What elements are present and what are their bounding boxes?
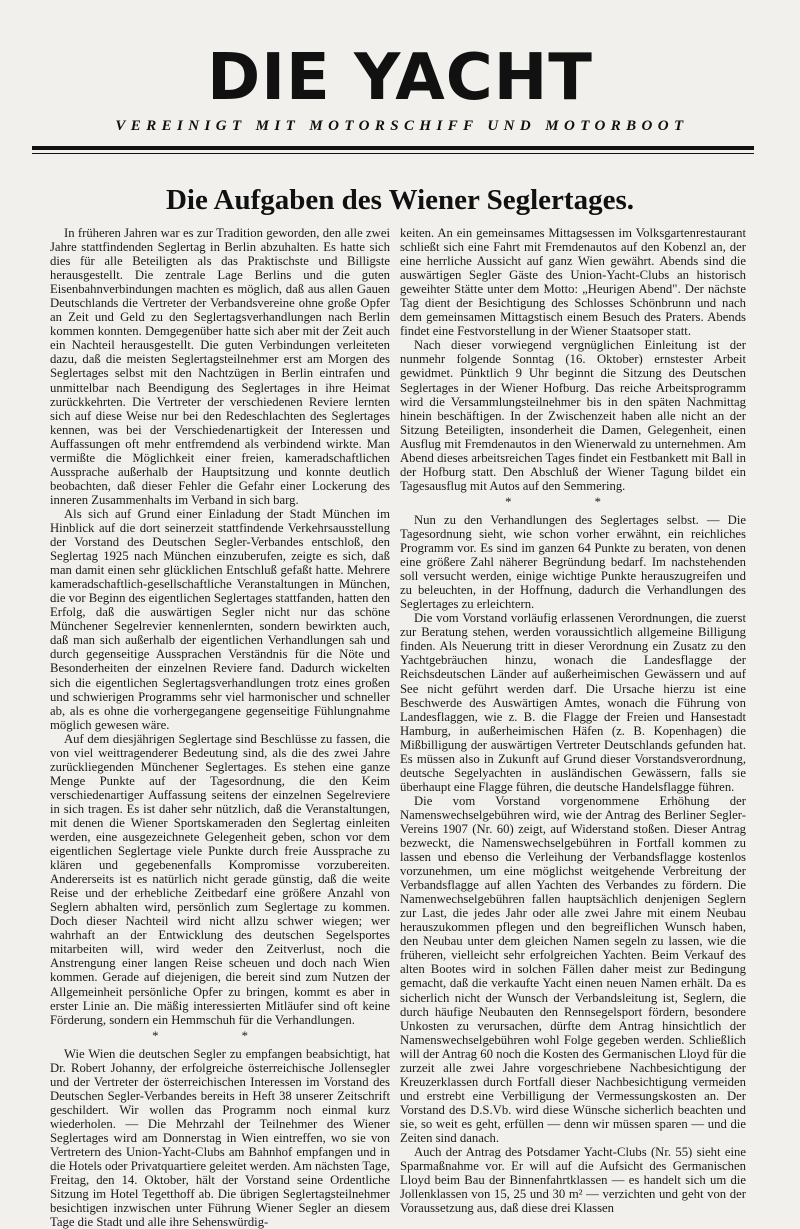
masthead-subtitle: VEREINIGT MIT MOTORSCHIFF UND MOTORBOOT — [115, 118, 689, 134]
paragraph: Auch der Antrag des Potsdamer Yacht-Clubs (Nr. 55) sieht eine Sparmaßnahme vor. Er will auf die Aufsicht des Germanischen Lloyd beim Bau der Binnenfahrtklassen — es handelt sich um die Jollenklassen von 15, 25 und 30 m² — verzichten und geht von der Voraussetzung aus, daß diese drei Klassen — [400, 1145, 746, 1216]
masthead-rule-thin — [32, 153, 754, 154]
paragraph: Als sich auf Grund einer Einladung der Stadt München im Hinblick auf die dort seinerzeit stattfindende Verkehrsausstellung der Vorstand des Deutschen Segler-Verbandes entschloß, den Seglertag 1925 nach München einzuberufen, zeigte es sich, daß man damit einen sehr glücklichen Entschluß gefaßt hatte. Mehrere kameradschaftlich-gesellschaftliche Veranstaltungen in München, die vor Beginn des eigentlichen Seglertages stattfanden, hatten den Erfolg, daß die auswärtigen Segler nicht nur das schöne Münchener Segelrevier kennenlernten, sondern bewirkten auch, daß man sich außerhalb der eigentlichen Verhandlungen sah und durch gegenseitige Aussprachen Verständnis für die Nöte und Besonderheiten der einzelnen Reviere fand. Dadurch wickelten sich die eigentlichen Seglertagsverhandlungen trotz eines großen und schwierigen Programms sehr viel harmonischer und schneller ab, als es ohne die vorhergegangene gegenseitige Fühlungnahme möglich gewesen wäre. — [50, 506, 390, 732]
left-column — [50, 226, 390, 1229]
paragraph: Die vom Vorstand vorgenommene Erhöhung der Namenswechselgebühren wird, wie der Antrag des Berliner Segler-Vereins 1907 (Nr. 60) zeigt, auf Widerstand stoßen. Dieser Antrag bezweckt, die Namenswechselgebühren in Fortfall kommen zu lassen und ebenso die Verleihung der Verbandsflagge kostenlos vorzunehmen, um eine möglichst weitgehende Verbreitung der Verbandsflagge auf allen Yachten des Verbandes zu fördern. Die Namenwechselgebühren fallen hauptsächlich denjenigen Seglern zur Last, die jedes Jahr oder alle zwei Jahre mit einem Neubau herauszukommen pflegen und den begreiflichen Wunsch haben, den Neubau unter dem gleichen Namen segeln zu lassen, wie die früheren, vielleicht sehr erfolgreichen Yachten. Beim Verkauf des alten Bootes wird in solchen Fällen daher meist zur Bedingung gemacht, daß die verkaufte Yacht einen neuen Namen erhält. Da es sicherlich nicht der Wunsch der Verbandsleitung ist, Seglern, die durch häufige Neubauten den Rennsegelsport fördern, besondere Unkosten zu verursachen, dürfte dem Antrag hinsichtlich der Namenswechselgebühren wohl Folge gegeben werden. Schließlich will der Antrag 60 noch die Kosten des Germanischen Lloyd für die zurzeit alle zwei Jahre vorgeschriebene Nachbesichtigung der Kreuzerklassen durch Fortfall dieser Nachbesichtigung vermeiden und erstrebt eine Verbilligung der Vermessungskosten an. Der Vorstand des D.S.Vb. wird diese Wünsche sicherlich beachten und sie, so weit es geht, erfüllen — denn wir müssen sparen — und die Zeiten sind danach. — [400, 793, 746, 1145]
paragraph: In früheren Jahren war es zur Tradition geworden, den alle zwei Jahre stattfindenden Seglertag in Berlin abzuhalten. Es hatte sich dies für alle Beteiligten als das Praktischste und Billigste herausgestellt. Die zentrale Lage Berlins und die guten Eisenbahnverbindungen machten es möglich, daß aus allen Gauen Deutschlands die Vertreter der Verbandsvereine ohne große Opfer an Zeit und Geld zu den Seglertagsverhandlungen nach Berlin kommen konnten. Demgegenüber hatte sich aber mit der Zeit auch ein Nachteil herausgestellt. Die guten Verbindungen verleiteten dazu, daß die meisten Seglertagsteilnehmer erst am Morgen des Seglertages selbst mit den Nachtzügen in Berlin eintrafen und unmittelbar nach Beendigung des Seglertages in ihre Heimat zurückkehrten. Die Vertreter der verschiedenen Reviere lernten sich auf diese Weise nur bei den Redeschlachten des Seglertages kennen, was bei der Verschiedenartigkeit der Interessen und Auffassungen oft mehr entfremdend als verbindend wirkte. Man vermißte die Möglichkeit einer freien, kameradschaftlichen Aussprache außerhalb der Hauptsitzung und konnte deutlich beobachten, daß dieser Fehler die Gefahr einer Lockerung des inneren Zusammenhalts im Verband in sich barg. — [50, 226, 390, 507]
paragraph: Wie Wien die deutschen Segler zu empfangen beabsichtigt, hat Dr. Robert Johanny, der erfolgreiche österreichische Jollensegler und der Vertreter der österreichischen Interessen im Vorstand des Deutschen Segler-Verbandes bereits in Heft 38 unserer Zeitschrift geschildert. Wir wollen das Programm noch einmal kurz wiederholen. — Die Mehrzahl der Teilnehmer des Wiener Seglertages wird am Donnerstag in Wien eintreffen, wo sie von Vertretern des Union-Yacht-Clubs am Bahnhof empfangen und in die Hotels oder Privatquartiere geleitet werden. Am nächsten Tage, Freitag, den 14. Oktober, hält der Vorstand seine Ordentliche Sitzung im Hotel Tegetthoff ab. Die übrigen Seglertagsteilnehmer besichtigen inzwischen unter Führung Wiener Segler an diesem Tage die Stadt und alle ihre Sehenswürdig- — [50, 1046, 390, 1229]
masthead-rule-thick — [32, 146, 754, 150]
paragraph: Nach dieser vorwiegend vergnüglichen Einleitung ist der nunmehr folgende Sonntag (16. Oktober) ernstester Arbeit gewidmet. Pünktlich 9 Uhr beginnt die Sitzung des Deutschen Seglertages in der Wiener Hofburg. Das reiche Arbeitsprogramm wird die Versammlungsteilnehmer bis in den späten Nachmittag hinein beschäftigen. In der Zwischenzeit haben alle nicht an der Sitzung Beteiligten, insonderheit die Damen, Gelegenheit, einen Ausflug mit Fremdenautos in den Wienerwald zu unternehmen. Am Abend dieses arbeitsreichen Tages findet ein Festbankett mit Ball in der Hofburg statt. Den Abschluß der Wiener Tagung bildet ein Tagesausflug mit Autos auf den Semmering. — [400, 338, 746, 493]
paragraph: keiten. An ein gemeinsames Mittagsessen im Volksgartenrestaurant schließt sich eine Fahrt mit Fremdenautos auf den Kobenzl an, der eine herrliche Aussicht auf ganz Wien gewährt. Abends sind die auswärtigen Segler Gäste des Union-Yacht-Clubs an historisch geweihter Stätte unter dem Motto: „Heurigen Abend". Der nächste Tag dient der Besichtigung des Schlosses Schönbrunn und nach dem gemeinsamen Mittagstisch einem Besuch des Praters. Abends findet eine Festvorstellung in der Wiener Staatsoper statt. — [400, 226, 746, 339]
section-separator: * * — [505, 494, 641, 509]
right-column — [400, 226, 746, 1216]
section-separator: * * — [152, 1028, 288, 1043]
paragraph: Nun zu den Verhandlungen des Seglertages selbst. — Die Tagesordnung sieht, wie schon vorher erwähnt, ein reichliches Programm vor. Es sind im ganzen 64 Punkte zu beraten, von denen eine größere Zahl näherer Begründung bedarf. Im nachstehenden soll versucht werden, einige wichtige Punkte herauszugreifen und zu beleuchten, in der Hoffnung, dadurch die Verhandlungen des Seglertages zu erleichtern. — [400, 512, 746, 612]
paragraph: Auf dem diesjährigen Seglertage sind Beschlüsse zu fassen, die von viel weittragenderer Bedeutung sind, als die des zwei Jahre zurückliegenden Münchener Seglertages. Es stehen eine ganze Menge Punkte auf der Tagesordnung, die den Keim verschiedenartiger Auffassung seitens der einzelnen Segelreviere in sich tragen. Es ist daher sehr nützlich, daß die Veranstaltungen, mit denen die Wiener Sportskameraden den Seglertag einleiten werden, eine ausgezeichnete Gelegenheit geben, schon vor dem eigentlichen Seglertage viele Punkte durch freie Aussprache zu klären und gegebenenfalls Kompromisse vorzubereiten. Andererseits ist es natürlich nicht gerade günstig, daß die weite Reise und der erhebliche Zeitbedarf eine größere Anzahl von Seglern abhalten wird, persönlich zum Seglertage zu kommen. Doch dieser Nachteil wird nicht allzu schwer wiegen; wer wahrhaft an der Entwicklung des deutschen Segelsportes mitarbeiten will, wird weder den Zeitverlust, noch die Anstrengung einer langen Reise scheuen und doch nach Wien kommen. Gerade auf diejenigen, die bereit sind zum Nutzen der Allgemeinheit persönliche Opfer zu bringen, kommt es aber in erster Linie an. Die mäßig interessierten Mitläufer sind oft keine Förderung, sondern ein Hemmschuh für die Verhandlungen. — [50, 731, 390, 1027]
article-headline: Die Aufgaben des Wiener Seglertages. — [165, 184, 634, 216]
paragraph: Die vom Vorstand vorläufig erlassenen Verordnungen, die zuerst zur Beratung stehen, werden voraussichtlich allgemeine Billigung finden. Als Neuerung tritt in dieser Verordnung ein Zusatz zu den Yachtgebräuchen hinzu, wonach die Landesflagge der Reichsdeutschen Länder auf außerheimischen Gewässern und auf See nicht geführt werden darf. Die Ursache hierzu ist eine Beschwerde des Auswärtigen Amtes, wonach die Führung von Landesflaggen, wie z. B. die Flagge der Freien und Hansestadt Hamburg, in außerheimischen Häfen (z. B. Kopenhagen) die Mißbilligung der auswärtigen Vertreter Deutschlands gefunden hat. Es müssen also in Zukunft auf Grund dieser Vorstandsverordnung, deutsche Segelyachten in ausländischen Gewässern, falls sie überhaupt eine Flagge führen, die deutsche Handelsflagge führen. — [400, 611, 746, 794]
masthead-title: DIE YACHT — [207, 41, 593, 115]
